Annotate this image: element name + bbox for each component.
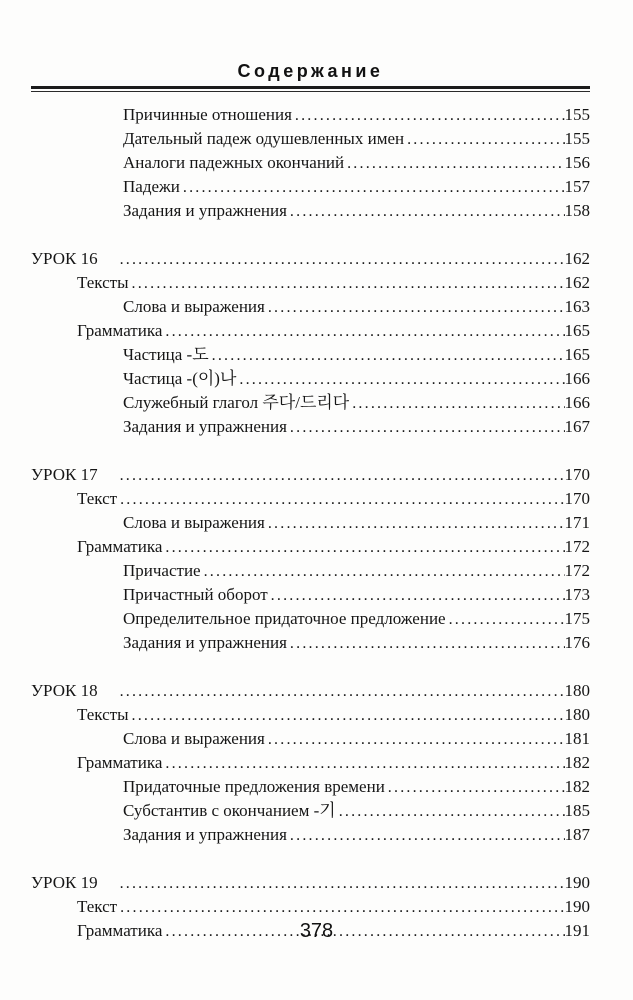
toc-entry-page-number: 182 bbox=[564, 777, 590, 796]
toc-entry-page-number: 170 bbox=[564, 489, 590, 508]
toc-leader-dots bbox=[268, 511, 565, 535]
toc-entry bbox=[31, 151, 590, 175]
toc-entry-page-number: 166 bbox=[564, 393, 590, 412]
toc-entry bbox=[31, 343, 590, 367]
toc-entry bbox=[31, 799, 590, 823]
toc-entry-page-number: 163 bbox=[564, 297, 590, 316]
toc-entry-label: Слова и выражения bbox=[123, 513, 265, 532]
toc-leader-dots bbox=[132, 703, 565, 727]
toc-entry-page-number: 173 bbox=[564, 585, 590, 604]
toc-leader-dots bbox=[268, 295, 565, 319]
toc-entry bbox=[31, 367, 590, 391]
toc-leader-dots bbox=[165, 751, 564, 775]
toc-entry-label: Субстантив с окончанием -기 bbox=[123, 801, 336, 820]
toc-entry bbox=[31, 295, 590, 319]
toc-entry-label: Причинные отношения bbox=[123, 105, 292, 124]
toc-entry-page-number: 165 bbox=[564, 321, 590, 340]
toc-entry bbox=[31, 391, 590, 415]
toc-entry-page-number: 157 bbox=[564, 177, 590, 196]
toc-leader-dots bbox=[120, 871, 565, 895]
toc-entry-label: Слова и выражения bbox=[123, 297, 265, 316]
toc-leader-dots bbox=[449, 607, 565, 631]
toc-leader-dots bbox=[204, 559, 565, 583]
toc-entry-page-number: 191 bbox=[564, 921, 590, 940]
header-divider bbox=[31, 86, 590, 92]
toc-entry-label: Грамматика bbox=[77, 921, 163, 940]
toc-entry-label: Задания и упражнения bbox=[123, 633, 287, 652]
toc-entry bbox=[31, 631, 590, 655]
toc-entry-page-number: 180 bbox=[564, 705, 590, 724]
toc-entry-label: Аналоги падежных окончаний bbox=[123, 153, 345, 172]
toc-entry bbox=[31, 895, 590, 919]
toc-leader-dots bbox=[290, 415, 565, 439]
toc-leader-dots bbox=[120, 463, 565, 487]
toc-entry-label: Задания и упражнения bbox=[123, 825, 287, 844]
toc-entry-label: Тексты bbox=[77, 273, 129, 292]
toc-entry-page-number: 187 bbox=[564, 825, 590, 844]
toc-entry bbox=[31, 607, 590, 631]
toc-entry bbox=[31, 319, 590, 343]
toc-entry-label: УРОК 17 bbox=[31, 465, 98, 484]
toc-entry bbox=[31, 463, 590, 487]
toc-entry-page-number: 162 bbox=[564, 249, 590, 268]
toc-entry bbox=[31, 127, 590, 151]
toc-leader-dots bbox=[120, 487, 564, 511]
toc-entry-label: Частица -도 bbox=[123, 345, 209, 364]
toc-entry bbox=[31, 559, 590, 583]
toc-leader-dots bbox=[290, 823, 565, 847]
toc-leader-dots bbox=[239, 367, 564, 391]
toc-entry-label: Грамматика bbox=[77, 753, 163, 772]
footer-page-number: 378 bbox=[299, 920, 334, 942]
toc-entry-page-number: 170 bbox=[564, 465, 590, 484]
toc-entry bbox=[31, 415, 590, 439]
toc-leader-dots bbox=[388, 775, 565, 799]
toc-entry bbox=[31, 583, 590, 607]
toc-entry-page-number: 158 bbox=[564, 201, 590, 220]
toc-entry-label: Задания и упражнения bbox=[123, 417, 287, 436]
toc-leader-dots bbox=[295, 103, 565, 127]
toc-leader-dots bbox=[268, 727, 565, 751]
toc-entry-label: Причастие bbox=[123, 561, 201, 580]
toc-entry bbox=[31, 271, 590, 295]
toc-entry bbox=[31, 247, 590, 271]
toc-entry bbox=[31, 703, 590, 727]
toc-leader-dots bbox=[271, 583, 565, 607]
toc-entry bbox=[31, 727, 590, 751]
divider-thin-rule bbox=[31, 91, 590, 92]
toc-list bbox=[31, 103, 590, 943]
toc-entry-page-number: 155 bbox=[564, 129, 590, 148]
toc-leader-dots bbox=[212, 343, 565, 367]
toc-entry bbox=[31, 775, 590, 799]
toc-entry-page-number: 176 bbox=[564, 633, 590, 652]
toc-entry-label: Тексты bbox=[77, 705, 129, 724]
toc-leader-dots bbox=[183, 175, 565, 199]
toc-entry-page-number: 185 bbox=[564, 801, 590, 820]
toc-entry-page-number: 172 bbox=[564, 537, 590, 556]
toc-entry-label: Грамматика bbox=[77, 321, 163, 340]
toc-entry-label: УРОК 19 bbox=[31, 873, 98, 892]
toc-entry-page-number: 182 bbox=[564, 753, 590, 772]
toc-leader-dots bbox=[407, 127, 564, 151]
toc-entry bbox=[31, 175, 590, 199]
toc-entry-label: Причастный оборот bbox=[123, 585, 268, 604]
toc-entry-label: Текст bbox=[77, 897, 118, 916]
toc-leader-dots bbox=[290, 199, 565, 223]
toc-entry-page-number: 155 bbox=[564, 105, 590, 124]
toc-entry bbox=[31, 751, 590, 775]
toc-entry bbox=[31, 103, 590, 127]
toc-entry bbox=[31, 679, 590, 703]
toc-entry-page-number: 180 bbox=[564, 681, 590, 700]
toc-leader-dots bbox=[120, 679, 565, 703]
toc-entry-label: Падежи bbox=[123, 177, 180, 196]
toc-leader-dots bbox=[165, 319, 564, 343]
toc-entry-label: Придаточные предложения времени bbox=[123, 777, 385, 796]
toc-entry bbox=[31, 199, 590, 223]
toc-entry-page-number: 175 bbox=[564, 609, 590, 628]
toc-entry-page-number: 190 bbox=[564, 873, 590, 892]
toc-entry-label: Определительное придаточное предложение bbox=[123, 609, 446, 628]
toc-entry bbox=[31, 535, 590, 559]
toc-entry-page-number: 171 bbox=[564, 513, 590, 532]
toc-entry bbox=[31, 487, 590, 511]
page-content bbox=[31, 0, 590, 943]
toc-entry-label: Частица -(이)나 bbox=[123, 369, 237, 388]
toc-entry bbox=[31, 871, 590, 895]
toc-entry-label: Грамматика bbox=[77, 537, 163, 556]
toc-leader-dots bbox=[290, 631, 565, 655]
toc-leader-dots bbox=[120, 247, 565, 271]
toc-entry-label: Задания и упражнения bbox=[123, 201, 287, 220]
toc-entry-label: Слова и выражения bbox=[123, 729, 265, 748]
toc-entry-page-number: 172 bbox=[564, 561, 590, 580]
toc-entry-page-number: 181 bbox=[564, 729, 590, 748]
toc-leader-dots bbox=[165, 535, 564, 559]
toc-entry-page-number: 190 bbox=[564, 897, 590, 916]
toc-entry-page-number: 162 bbox=[564, 273, 590, 292]
toc-leader-dots bbox=[347, 151, 564, 175]
toc-leader-dots bbox=[120, 895, 564, 919]
toc-entry bbox=[31, 511, 590, 535]
toc-entry-page-number: 166 bbox=[564, 369, 590, 388]
page-title: Содержание bbox=[237, 61, 384, 81]
toc-entry-label: УРОК 16 bbox=[31, 249, 98, 268]
toc-entry-page-number: 167 bbox=[564, 417, 590, 436]
toc-entry-label: УРОК 18 bbox=[31, 681, 98, 700]
toc-entry-label: Текст bbox=[77, 489, 118, 508]
toc-leader-dots bbox=[132, 271, 565, 295]
toc-entry-page-number: 156 bbox=[564, 153, 590, 172]
toc-entry bbox=[31, 823, 590, 847]
toc-leader-dots bbox=[339, 799, 565, 823]
toc-entry-label: Дательный падеж одушевленных имен bbox=[123, 129, 405, 148]
toc-entry-label: Служебный глагол 주다/드리다 bbox=[123, 393, 350, 412]
toc-entry-page-number: 165 bbox=[564, 345, 590, 364]
toc-leader-dots bbox=[352, 391, 564, 415]
